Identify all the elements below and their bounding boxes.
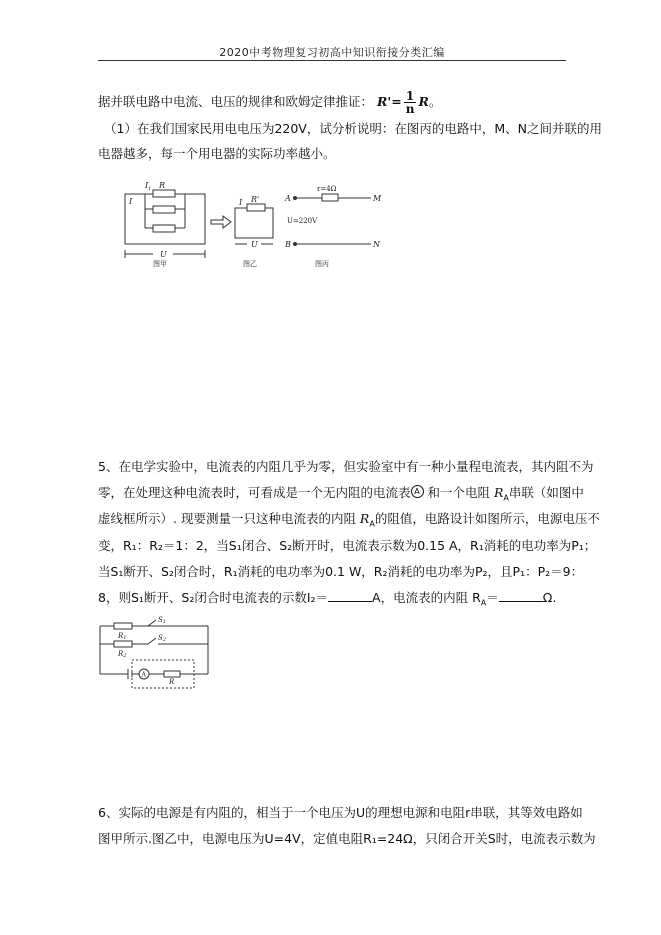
transform-arrow [211,216,231,228]
header-title: 2020中考物理复习初高中知识衔接分类汇编 [219,46,445,59]
answer-blank-I2[interactable] [328,589,372,602]
figure-circuits-1 [115,178,385,268]
fig2-resistor-RA [164,671,180,677]
fig2-R1-label: R1 [118,632,127,641]
q5-line6: 8，则S₁断开、S₂闭合时电流表的示数I₂＝ A，电流表的内阻 $R_A= \Omega$. [98,590,557,608]
header-rule [98,60,566,61]
formula-lhs: R' [377,94,392,109]
q5-line3: 虚线框所示）. 现要测量一只这种电流表的内阻 $R_A$的阻值，电路设计如图所示，电源电压不 [98,511,600,529]
fig2-A-label: A [141,671,146,679]
intro-line: 据并联电路中电流、电压的规律和欧姆定律推证： R'= $\frac{1}{n}$ R。 [98,89,442,116]
intro-text: 据并联电路中电流、电压的规律和欧姆定律推证： [98,94,374,109]
fig2-R-label: R [169,678,175,686]
formula-rhs: R [418,94,429,109]
formula-denominator: n [405,102,415,116]
switch-S1 [148,620,156,626]
bing-N-label: N [373,240,380,249]
jia-I1-label: $I_1$ [145,181,152,192]
jia-U-label: U [160,250,167,259]
formula-fraction [404,90,417,115]
bing-r-label: r=4Ω [317,185,337,193]
bing-A-label: A [285,194,291,203]
formula-numerator: 1 [404,90,417,103]
bing-caption: 图丙 [315,260,329,268]
q6-line1: 6、实际的电源是有内阻的，相当于一个电压为U的理想电源和电阻r串联，其等效电路如 [98,805,583,820]
ammeter-icon: A [411,485,424,498]
figure-circuit-2 [98,616,218,692]
fig2-resistor-R1 [114,623,132,629]
jia-resistor-mid [153,206,175,213]
switch-S2 [148,638,156,644]
q6-line2: 图甲所示.图乙中，电源电压为U=4V，定值电阻R₁=24Ω，只闭合开关S时，电流表示数为 [98,831,596,846]
yi-R-label: R' [251,195,260,204]
bing-M-label: M [373,194,382,203]
q5-line5: 当S₁断开、S₂闭合时，R₁消耗的电功率为0.1 W，R₂消耗的电功率为P₂，且P₁：P₂＝9： [98,564,584,579]
jia-resistor-top [153,190,175,197]
yi-U-label: U [251,240,258,249]
fig2-R2-label: R2 [118,650,127,659]
fig2-resistor-R2 [114,641,132,647]
intro-end: 。 [428,94,442,109]
q5-line1: 5、在电学实验中，电流表的内阻几乎为零，但实验室中有一种小量程电流表，其内阻不为 [98,459,594,474]
q5-line2: 零，在处理这种电流表时，可看成是一个无内阻的电流表 A 和一个电阻 $R_A$串联（如图中 [98,485,584,503]
jia-resistor-bottom [153,225,175,232]
q4-part1-line2: 电器越多，每一个用电器的实际功率越小。 [98,146,336,161]
fig2-S1-label: S1 [158,616,166,625]
jia-outer-wire [125,194,205,244]
bing-B-label: B [285,240,291,249]
answer-blank-RA[interactable] [499,589,543,602]
yi-circuit [235,208,273,238]
q5-line4: 变，R₁：R₂＝1：2，当S₁闭合、S₂断开时，电流表示数为0.15 A，R₁消耗的电功率为P₁； [98,538,597,553]
fig2-S2-label: S2 [158,634,166,643]
bing-resistor [322,194,338,201]
jia-caption: 图甲 [153,260,167,268]
yi-caption: 图乙 [243,260,257,268]
bing-U-label: U=220V [287,217,318,225]
jia-R-label: R [159,181,166,190]
jia-I-label: I [129,197,133,206]
q4-part1-line1: （1）在我们国家民用电电压为220V，试分析说明：在图丙的电路中，M、N之间并联的用 [104,121,602,136]
yi-resistor [247,204,265,211]
yi-I-label: I [239,198,243,207]
